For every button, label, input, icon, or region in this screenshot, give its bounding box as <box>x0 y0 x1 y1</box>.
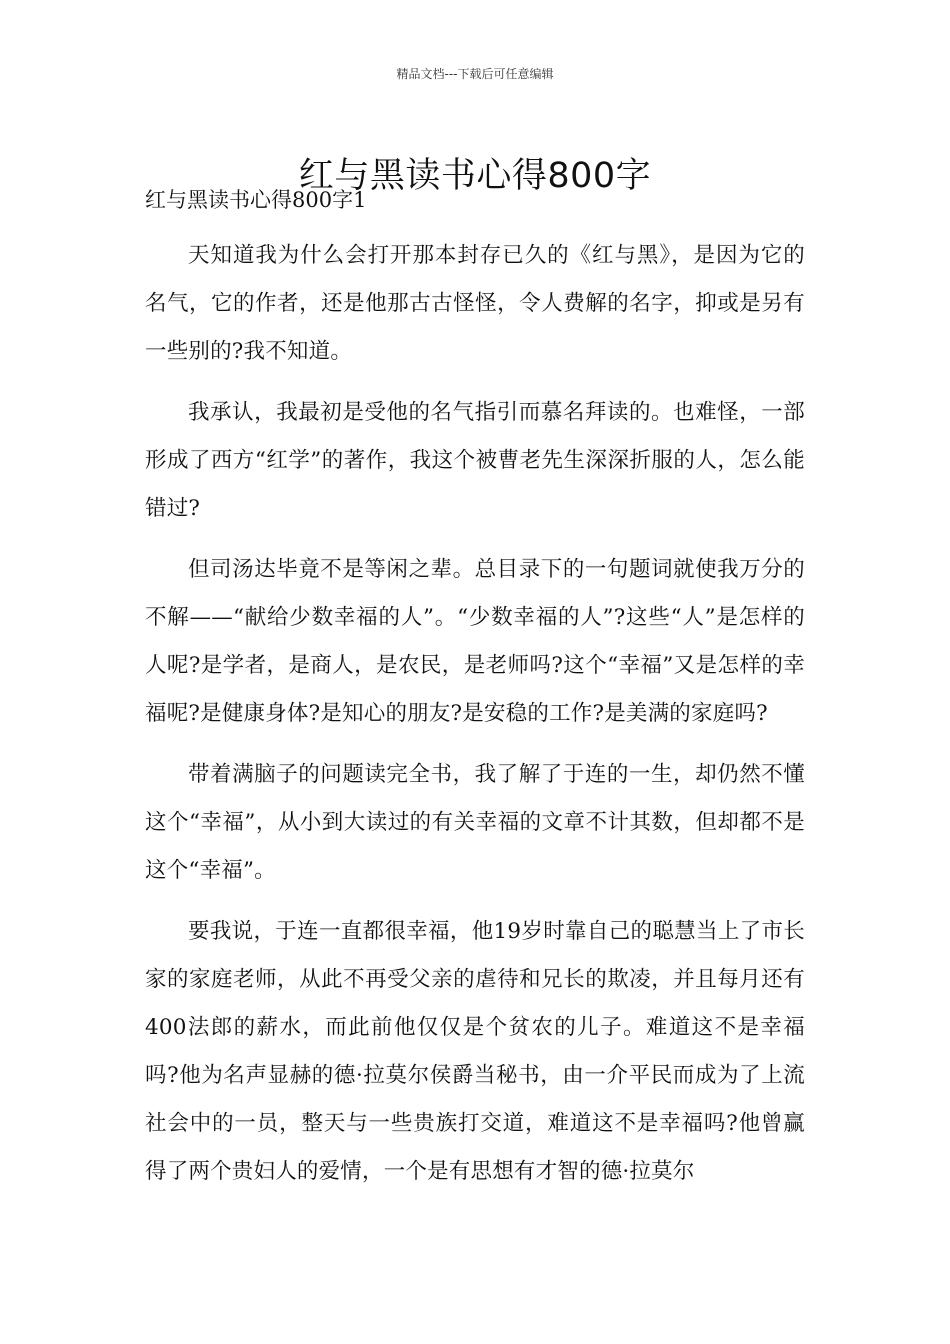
paragraph-3: 但司汤达毕竟不是等闲之辈。总目录下的一句题词就使我万分的不解——“献给少数幸福的人”。“少数幸福的人”?这些“人”是怎样的人呢?是学者，是商人，是农民，是老师吗?这个“幸福”又是怎样的幸福呢?是健康身体?是知心的朋友?是安稳的工作?是美满的家庭吗? <box>145 557 805 726</box>
paragraph-1: 天知道我为什么会打开那本封存已久的《红与黑》，是因为它的名气，它的作者，还是他那古古怪怪，令人费解的名字，抑或是另有一些别的?我不知道。 <box>145 243 805 364</box>
paragraph-5: 要我说，于连一直都很幸福，他19岁时靠自己的聪慧当上了市长家的家庭老师，从此不再受父亲的虐待和兄长的欺凌，并且每月还有400法郎的薪水，而此前他仅仅是个贫农的儿子。难道这不是幸福吗?他为名声显赫的德·拉莫尔侯爵当秘书，由一介平民而成为了上流社会中的一员，整天与一些贵族打交道，难道这不是幸福吗?他曾赢得了两个贵妇人的爱情，一个是有思想有才智的德·拉莫尔 <box>145 919 805 1184</box>
document-subtitle: 红与黑读书心得800字1 <box>145 188 367 212</box>
paragraph-4: 带着满脑子的问题读完全书，我了解了于连的一生，却仍然不懂这个“幸福”，从小到大读过的有关幸福的文章不计其数，但却都不是这个“幸福”。 <box>145 762 805 883</box>
paragraph-2: 我承认，我最初是受他的名气指引而慕名拜读的。也难怪，一部形成了西方“红学”的著作，我这个被曹老先生深深折服的人，怎么能错过? <box>145 400 805 521</box>
document-body <box>145 232 805 1209</box>
document-title: 红与黑读书心得800字 <box>298 156 652 197</box>
page-header: 精品文档---下载后可任意编辑 <box>396 67 554 81</box>
